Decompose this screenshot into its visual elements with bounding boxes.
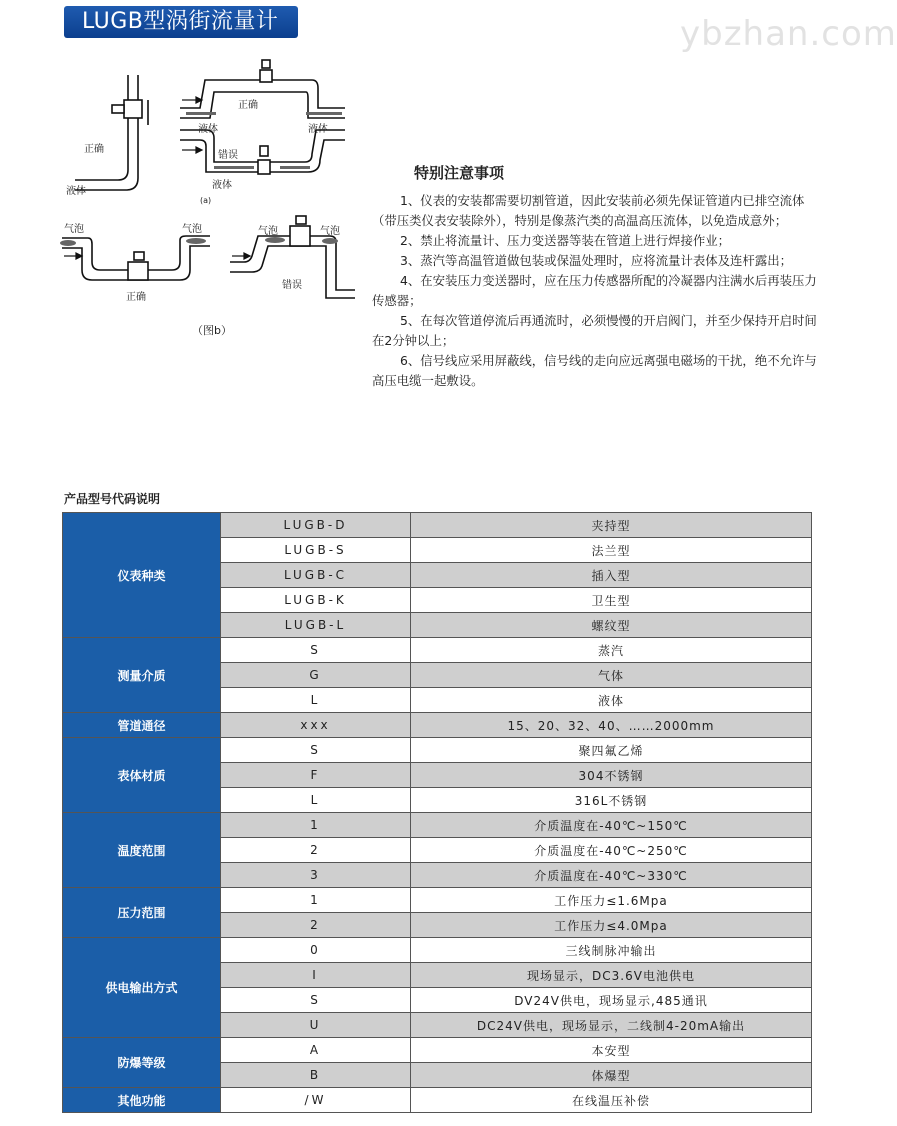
description-cell: 蒸汽 [411, 638, 812, 663]
notes-title: 特别注意事项 [414, 164, 505, 182]
label-correct-1: 正确 [84, 144, 104, 155]
category-cell: 防爆等级 [63, 1038, 221, 1088]
spec-title: 产品型号代码说明 [64, 492, 161, 506]
description-cell: 介质温度在-40℃~250℃ [411, 838, 812, 863]
code-cell: 2 [221, 913, 411, 938]
label-bubble-1: 气泡 [64, 224, 84, 235]
description-cell: 聚四氟乙烯 [411, 738, 812, 763]
category-cell: 温度范围 [63, 813, 221, 888]
category-cell: 其他功能 [63, 1088, 221, 1113]
code-cell: S [221, 988, 411, 1013]
caption-b: （图b） [192, 324, 232, 337]
table-row [63, 1038, 812, 1063]
description-cell: DC24V供电，现场显示，二线制4-20mA输出 [411, 1013, 812, 1038]
description-cell: 在线温压补偿 [411, 1088, 812, 1113]
label-wrong-1: 错误 [218, 150, 238, 161]
installation-diagram [0, 0, 380, 350]
table-row [63, 1088, 812, 1113]
label-correct-3: 正确 [126, 292, 146, 303]
note-item: 1、仪表的安装都需要切割管道，因此安装前必须先保证管道内已排空流体（带压类仪表安装除外），特别是像蒸汽类的高温高压流体，以免造成意外； [372, 193, 805, 228]
model-code-table [62, 512, 812, 1113]
code-cell: A [221, 1038, 411, 1063]
code-cell: I [221, 963, 411, 988]
code-cell: G [221, 663, 411, 688]
description-cell: 体爆型 [411, 1063, 812, 1088]
code-cell: xxx [221, 713, 411, 738]
description-cell: 液体 [411, 688, 812, 713]
category-cell: 测量介质 [63, 638, 221, 713]
description-cell: 介质温度在-40℃~330℃ [411, 863, 812, 888]
category-cell: 表体材质 [63, 738, 221, 813]
code-cell: 1 [221, 888, 411, 913]
code-cell: LUGB-D [221, 513, 411, 538]
code-cell: F [221, 763, 411, 788]
description-cell: 夹持型 [411, 513, 812, 538]
code-cell: 1 [221, 813, 411, 838]
description-cell: 15、20、32、40、……2000mm [411, 713, 812, 738]
code-cell: B [221, 1063, 411, 1088]
watermark: ybzhan.com [680, 14, 897, 54]
notes-section [372, 162, 817, 391]
label-correct-2: 正确 [238, 100, 258, 111]
code-cell: LUGB-S [221, 538, 411, 563]
table-row [63, 888, 812, 913]
label-wrong-2: 错误 [282, 280, 302, 291]
code-cell: L [221, 688, 411, 713]
code-cell: S [221, 738, 411, 763]
table-row [63, 738, 812, 763]
table-row [63, 638, 812, 663]
page-title: LUGB型涡街流量计 [64, 6, 298, 38]
label-liquid-4: 液体 [212, 180, 232, 191]
note-item: 5、在每次管道停流后再通流时，必须慢慢的开启阀门，并至少保持开启时间在2分钟以上； [372, 313, 817, 348]
description-cell: 螺纹型 [411, 613, 812, 638]
description-cell: 法兰型 [411, 538, 812, 563]
table-row [63, 813, 812, 838]
table-row [63, 713, 812, 738]
label-bubble-4: 气泡 [320, 226, 340, 237]
category-cell: 供电输出方式 [63, 938, 221, 1038]
note-item: 2、禁止将流量计、压力变送器等装在管道上进行焊接作业； [400, 233, 731, 248]
description-cell: 工作压力≤1.6Mpa [411, 888, 812, 913]
code-cell: S [221, 638, 411, 663]
description-cell: 插入型 [411, 563, 812, 588]
code-cell: U [221, 1013, 411, 1038]
code-cell: L [221, 788, 411, 813]
table-row [63, 513, 812, 538]
description-cell: 三线制脉冲输出 [411, 938, 812, 963]
category-cell: 仪表种类 [63, 513, 221, 638]
category-cell: 压力范围 [63, 888, 221, 938]
description-cell: 304不锈钢 [411, 763, 812, 788]
label-bubble-3: 气泡 [258, 226, 278, 237]
pipe-diagram-svg [0, 0, 380, 350]
description-cell: 本安型 [411, 1038, 812, 1063]
description-cell: 气体 [411, 663, 812, 688]
description-cell: 工作压力≤4.0Mpa [411, 913, 812, 938]
code-cell: 0 [221, 938, 411, 963]
code-cell: LUGB-L [221, 613, 411, 638]
code-cell: 3 [221, 863, 411, 888]
code-cell: LUGB-C [221, 563, 411, 588]
caption-a: (a) [200, 196, 212, 205]
description-cell: 卫生型 [411, 588, 812, 613]
description-cell: DV24V供电，现场显示,485通讯 [411, 988, 812, 1013]
model-code-table-body [63, 513, 812, 1113]
code-cell: LUGB-K [221, 588, 411, 613]
description-cell: 316L不锈钢 [411, 788, 812, 813]
description-cell: 介质温度在-40℃~150℃ [411, 813, 812, 838]
table-row [63, 938, 812, 963]
code-cell: 2 [221, 838, 411, 863]
label-liquid-2: 液体 [198, 124, 218, 135]
note-item: 6、信号线应采用屏蔽线，信号线的走向应远离强电磁场的干扰，绝不允许与高压电缆一起敷设。 [372, 353, 817, 388]
note-item: 4、在安装压力变送器时，应在压力传感器所配的冷凝器内注满水后再装压力传感器； [372, 273, 817, 308]
code-cell: /W [221, 1088, 411, 1113]
label-bubble-2: 气泡 [182, 224, 202, 235]
description-cell: 现场显示，DC3.6V电池供电 [411, 963, 812, 988]
label-liquid-3: 液体 [308, 124, 328, 135]
note-item: 3、蒸汽等高温管道做包装或保温处理时，应将流量计表体及连杆露出； [400, 253, 792, 268]
label-liquid-1: 液体 [66, 186, 86, 197]
category-cell: 管道通径 [63, 713, 221, 738]
